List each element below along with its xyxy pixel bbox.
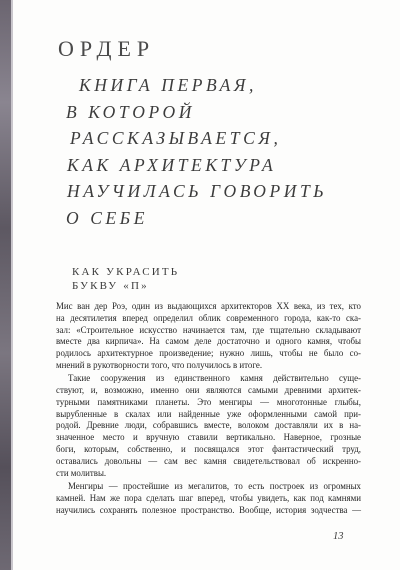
page-number: 13 <box>333 531 344 542</box>
text-line: научились сохранять полезное пространство. Вообще, история зодчества — <box>56 504 361 515</box>
paragraph <box>56 481 361 516</box>
chapter-subtitle <box>63 72 383 231</box>
section-heading-line: КАК УКРАСИТЬ <box>72 266 180 278</box>
text-line: значенное место и вручную ставили вертикально. Наверное, грозные <box>56 432 361 443</box>
paragraph <box>56 301 361 372</box>
text-line: зал: «Строительное искусство начинается там, где тщательно складывают <box>56 324 361 335</box>
subtitle-line: О СЕБЕ <box>66 207 148 228</box>
text-line: на десятилетия вперед определил облик современного города, как-то ска- <box>56 312 361 323</box>
text-line: боги, которым, собственно, и посвящался этот фантастический труд, <box>56 444 361 455</box>
subtitle-line: КАК АРХИТЕКТУРА <box>67 154 277 175</box>
text-line: вместе два кирпича». На самом деле достаточно и одного камня, чтобы <box>56 336 361 347</box>
text-line: родилось архитектурное произведение; нужно лишь, чтобы не было со- <box>56 348 361 359</box>
body-text <box>56 301 361 518</box>
page-edge-image-strip <box>0 0 13 570</box>
section-heading-line: БУКВУ «П» <box>72 280 149 292</box>
text-line: турными памятниками планеты. Это менгиры — многотонные глыбы, <box>56 396 361 407</box>
text-line: камней. Нам же пора сделать шаг вперед, чтобы увидеть, как под камнями <box>56 492 361 503</box>
text-line: родой. Древние люди, собравшись вместе, волоком доставляли их в на- <box>56 420 361 431</box>
chapter-title: ОРДЕР <box>58 36 156 61</box>
text-line: сти молитвы. <box>56 467 107 478</box>
text-line: мнений в рукотворности того, что получилось в итоге. <box>56 359 263 370</box>
text-line: ствуют, и, возможно, именно они являются самыми древними архитек- <box>56 385 361 396</box>
subtitle-line: РАССКАЗЫВАЕТСЯ, <box>70 128 282 148</box>
text-line: вырубленные в скалах или найденные уже оформленными самой при- <box>56 408 361 419</box>
subtitle-line: КНИГА ПЕРВАЯ, <box>79 75 258 95</box>
text-line: оставались довольны — сам вес камня свидетельствовал об искренно- <box>56 455 361 466</box>
section-heading <box>72 265 179 293</box>
paragraph <box>56 373 361 479</box>
subtitle-line: В КОТОРОЙ <box>66 101 196 122</box>
text-line: Менгиры — простейшие из мегалитов, то есть построек из огромных <box>68 480 361 491</box>
text-line: Такие сооружения из единственного камня действительно суще- <box>68 373 361 384</box>
text-line: Мис ван дер Роэ, один из выдающихся архитекторов XX века, из тех, кто <box>56 301 361 311</box>
subtitle-line: НАУЧИЛАСЬ ГОВОРИТЬ <box>67 181 328 201</box>
